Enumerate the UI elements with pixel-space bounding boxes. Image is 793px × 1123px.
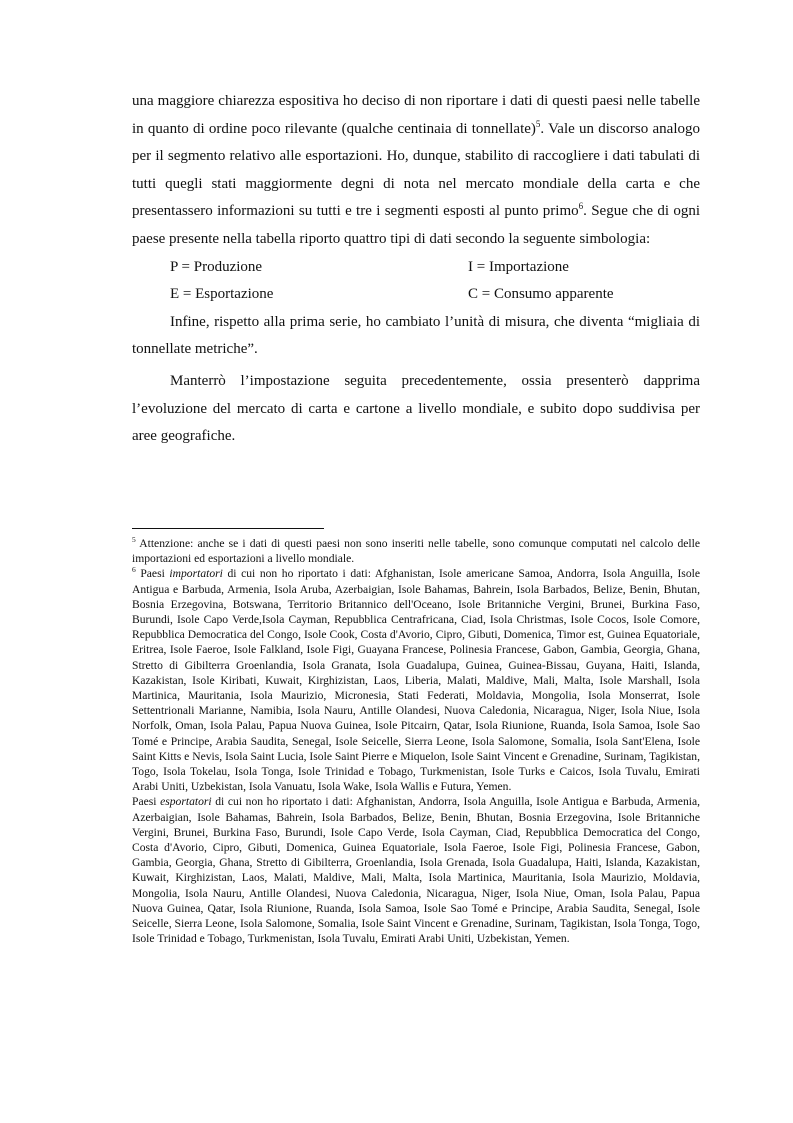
footnote-ref-5[interactable]: 5 — [535, 118, 541, 129]
symbol-consumo: C = Consumo apparente — [468, 286, 614, 303]
symbol-produzione: P = Produzione — [170, 258, 263, 275]
paragraph-intro-text-a: una maggiore chiarezza espositiva ho deciso di non riportare i dati di questi paesi nelle tabelle in quanto di ordine poco rilevante (qualche centinaia di tonnellate) — [132, 93, 700, 137]
paragraph-intro-text-b: . Vale un discorso analogo per il segmento relativo alle esportazioni. Ho, dunque, stabilito di raccogliere i dati tabulati di tutti quegli stati maggiormente degni di nota nel mercato mondiale della carta e che presentassero informazioni su tutti e tre i segmenti esposti al punto primo — [132, 120, 700, 220]
footnote-6-emphasis: importatori — [169, 567, 223, 581]
footnote-5 — [132, 536, 700, 566]
symbol-esportazione: E = Esportazione — [170, 286, 274, 303]
symbol-row — [170, 254, 700, 282]
footnote-6b-text: di cui non ho riportato i dati: Afghanistan, Andorra, Isola Anguilla, Isole Antigua e Barbuda, Armenia, Azerbaigian, Isole Bahamas, Bahrein, Isola Barbados, Belize, Benin, Bhutan, Bosnia Erzegovina, Isole Britanniche Vergini, Brunei, Burkina Faso, Burundi, Isole Capo Verde, Isola Cayman, Ciad, Repubblica Democratica del Congo, Costa d'Avorio, Cipro, Gibuti, Domenica, Guinea Equatoriale, Isola Faeroe, Isole Figi, Polinesia Francese, Gabon, Gambia, Georgia, Ghana, Stretto di Gibilterra, Groenlandia, Isola Grenada, Isola Guadalupa, Haiti, Islanda, Kazakistan, Kuwait, Kirghizistan, Laos, Malati, Maldive, Mali, Malta, Isola Martinica, Mauritania, Isola Maurizio, Moldavia, Mongolia, Isola Nauru, Antille Olandesi, Nuova Caledonia, Nicaragua, Niger, Isola Niue, Oman, Isola Palau, Papua Nuova Guinea, Qatar, Isola Riunione, Ruanda, Isola Samoa, Isole Sao Tomé e Principe, Arabia Saudita, Senegal, Isole Seicelle, Sierra Leone, Isola Salomone, Somalia, Isole Saint Vincent e Grenadine, Surinam, Tagikistan, Isola Tonga, Togo, Isole Trinidad e Tobago, Turkmenistan, Isola Tuvalu, Emirati Arabi Uniti, Uzbekistan, Yemen. — [132, 795, 700, 946]
paragraph-intro — [132, 88, 700, 254]
footnote-separator — [132, 528, 324, 529]
footnote-6 — [132, 566, 700, 794]
symbol-importazione: I = Importazione — [468, 258, 569, 275]
footnote-mark-6: 6 — [132, 565, 136, 575]
paragraph-intro-text-c: . Segue che di ogni paese presente nella tabella riporto quattro tipi di dati secondo la seguente simbologia: — [132, 203, 700, 247]
footnote-6b-emphasis: esportatori — [160, 795, 212, 809]
paragraph-unit-change: Infine, rispetto alla prima serie, ho cambiato l’unità di misura, che diventa “migliaia di tonnellate metriche”. — [132, 313, 700, 358]
paragraph-structure: Manterrò l’impostazione seguita precedentemente, ossia presenterò dapprima l’evoluzione del mercato di carta e cartone a livello mondiale, e subito dopo suddivisa per aree geografiche. — [132, 372, 700, 445]
footnote-6b-lead: Paesi — [132, 795, 161, 809]
footnote-6-lead: Paesi — [135, 567, 170, 581]
footnote-mark-5: 5 — [132, 535, 136, 545]
symbol-legend — [132, 254, 700, 309]
footnote-5-text: Attenzione: anche se i dati di questi paesi non sono inseriti nelle tabelle, sono comunque computati nel calcolo delle importazioni ed esportazioni a livello mondiale. — [132, 537, 700, 566]
footnotes — [132, 536, 700, 946]
symbol-row — [170, 281, 700, 309]
footnote-6-continued — [132, 794, 700, 946]
page-body — [132, 88, 700, 451]
footnote-6-text: di cui non ho riportato i dati: Afghanistan, Isole americane Samoa, Andorra, Isola Anguilla, Isole Antigua e Barbuda, Armenia, Isola Aruba, Azerbaigian, Isole Bahamas, Bahrein, Isola Barbados, Belize, Benin, Bhutan, Bosnia Erzegovina, Botswana, Territorio Britannico dell'Oceano, Isole Britanniche Vergini, Brunei, Burkina Faso, Burundi, Isole Capo Verde,Isola Cayman, Repubblica Centrafricana, Ciad, Isola Christmas, Isole Cocos, Isole Comore, Repubblica Democratica del Congo, Isole Cook, Costa d'Avorio, Cipro, Gibuti, Domenica, Timor est, Guinea Equatoriale, Eritrea, Isole Faeroe, Isole Falkland, Isole Figi, Guayana Francese, Polinesia Francese, Gabon, Gambia, Georgia, Ghana, Stretto di Gibilterra Groenlandia, Isola Granata, Isola Guadalupa, Guinea, Guinea-Bissau, Guyana, Haiti, Islanda, Kazakistan, Isole Kiribati, Kuwait, Kirghizistan, Laos, Liberia, Malati, Maldive, Mali, Malta, Isole Marshall, Isola Martinica, Mauritania, Isola Maurizio, Micronesia, Stati Federati, Moldavia, Mongolia, Isola Monserrat, Isole Settentrionali Marianne, Namibia, Isola Nauru, Antille Olandesi, Nuova Caledonia, Nicaragua, Niger, Isola Niue, Isola Norfolk, Oman, Isola Palau, Papua Nuova Guinea, Isole Pitcairn, Qatar, Isola Riunione, Ruanda, Isola Samoa, Isole Sao Tomé e Principe, Arabia Saudita, Senegal, Isole Seicelle, Sierra Leone, Isola Salomone, Somalia, Isola Sant'Elena, Isole Saint Kitts e Nevis, Isola Saint Lucia, Isole Saint Pierre e Miquelon, Isole Saint Vincent e Grenadine, Surinam, Tagikistan, Togo, Isola Tokelau, Isola Tonga, Isole Trinidad e Tobago, Turkmenistan, Isole Turks e Caicos, Isola Tuvalu, Emirati Arabi Uniti, Uzbekistan, Isola Vanuatu, Isola Wake, Isola Wallis e Futura, Yemen. — [132, 567, 700, 794]
footnote-ref-6[interactable]: 6 — [578, 201, 584, 212]
